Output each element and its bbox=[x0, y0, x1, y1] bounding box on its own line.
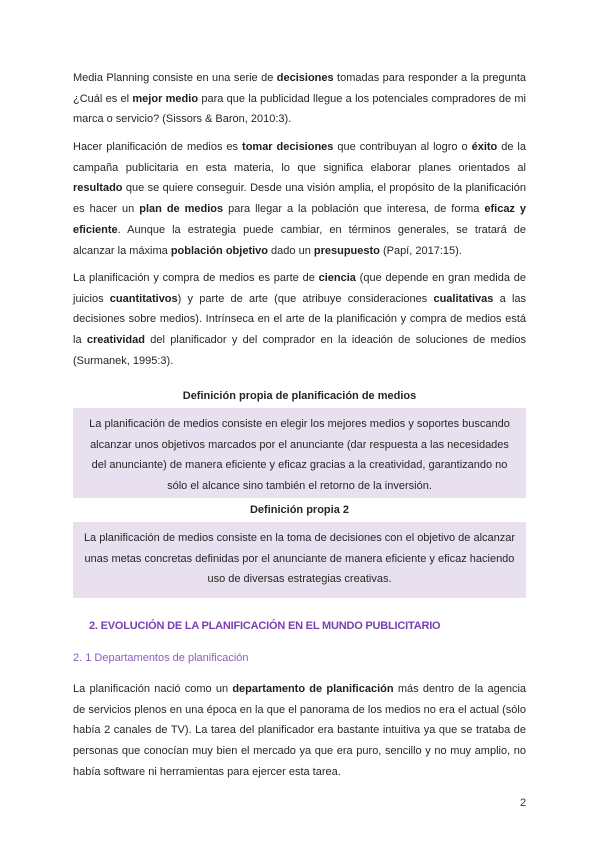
subsection-heading: 2. 1 Departamentos de planificación bbox=[73, 652, 249, 664]
page-number: 2 bbox=[520, 797, 527, 809]
definition-text-1: La planificación de medios consiste en elegir los mejores medios y soportes buscando alcanzar unos objetivos marcados por el anunciante (dar respuesta a las necesidades del anunciante) de manera eficiente y eficaz gracias a la creatividad, garantizando no sólo el alcance sino también el retorno de la inversión. bbox=[89, 418, 510, 493]
bold-term: creatividad bbox=[86, 334, 145, 347]
definition-text-2: La planificación de medios consiste en la toma de decisiones con el objetivo de alcanzar unas metas concretas definidas por el anunciante de manera eficiente y eficaz haciendo uso de diversas estrategias creativas. bbox=[83, 532, 516, 586]
bold-term: plan de medios bbox=[139, 203, 224, 216]
bold-term: población objetivo bbox=[170, 244, 268, 257]
bold-term: tomar decisiones bbox=[242, 141, 334, 153]
definition-title-2: Definición propia 2 bbox=[73, 498, 526, 522]
bold-term: resultado bbox=[73, 182, 123, 195]
definition-title-1: Definición propia de planificación de medios bbox=[73, 384, 526, 408]
bold-term: cuantitativos bbox=[109, 292, 178, 305]
bold-term: decisiones bbox=[276, 72, 334, 84]
bold-term: eficaz y eficiente bbox=[73, 203, 527, 236]
bold-term: ciencia bbox=[318, 272, 356, 284]
definition-box-2 bbox=[73, 498, 526, 598]
paragraph-media-planning: Media Planning consiste en una serie de decisiones tomadas para responder a la pregunta ¿Cuál es el mejor medio para que la publicidad llegue a los potenciales compradores de mi marca o servicio? (Sissors & Baron, 2010:3). bbox=[73, 72, 527, 126]
paragraph-planificacion-medios: Hacer planificación de medios es tomar decisiones que contribuyan al logro o éxito de la campaña publicitaria en esta materia, lo que significa elaborar planes orientados al resultado que se quiere conseguir. Desde una visión amplia, el propósito de la planificación es hacer un plan de medios para llegar a la población que interesa, de forma eficaz y eficiente. Aunque la estrategia puede cambiar, en términos generales, se tratará de alcanzar la máxima población objetivo dado un presupuesto (Papí, 2017:15). bbox=[73, 141, 527, 257]
bold-term: presupuesto bbox=[313, 244, 380, 257]
definition-box-1 bbox=[73, 384, 526, 505]
bold-term: éxito bbox=[471, 141, 498, 153]
paragraph-ciencia-arte: La planificación y compra de medios es parte de ciencia (que depende en gran medida de juicios cuantitativos) y parte de arte (que atribuye consideraciones cualitativas a las decisiones sobre medios). Intrínseca en el arte de la planificación y compra de medios está la creatividad del planificador y del comprador en la ideación de soluciones de medios (Surmanek, 1995:3). bbox=[73, 272, 527, 367]
bold-term: mejor medio bbox=[132, 92, 199, 105]
section-heading: 2. EVOLUCIÓN DE LA PLANIFICACIÓN EN EL MUNDO PUBLICITARIO bbox=[89, 620, 441, 632]
bold-term: cualitativas bbox=[433, 292, 494, 305]
bold-term: departamento de planificación bbox=[232, 683, 394, 695]
paragraph-departamento: La planificación nació como un departamento de planificación más dentro de la agencia de servicios plenos en una época en la que el panorama de los medios no era el actual (sólo había 2 canales de TV). La tarea del planificador era bastante intuitiva ya que se trataba de personas que conocían muy bien el mercado ya que era puro, sencillo y no muy amplio, no había software ni herramientas para ejercer esta tarea. bbox=[73, 683, 527, 778]
